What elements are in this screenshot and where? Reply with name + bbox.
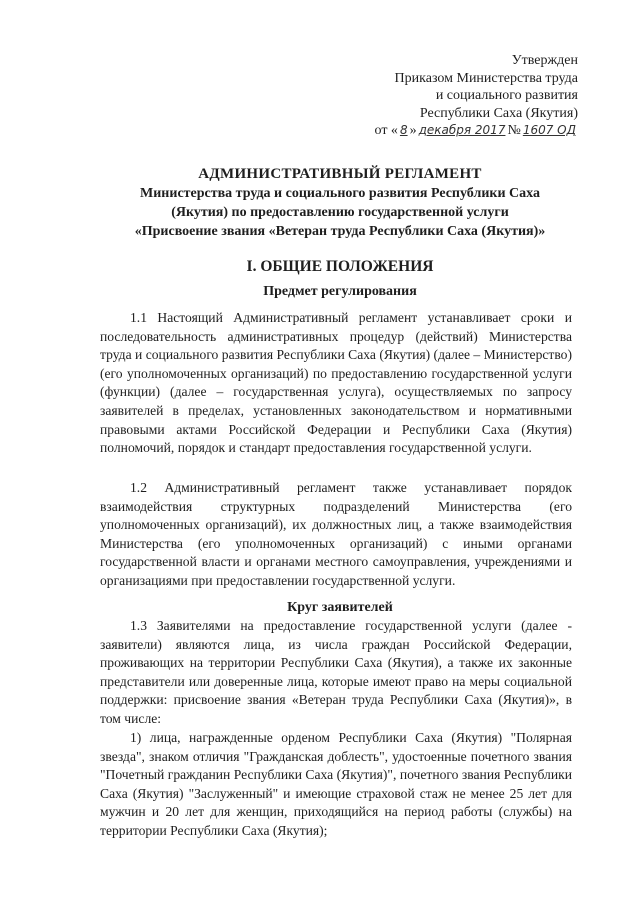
date-mid: » [409,123,417,138]
section-title: I. ОБЩИЕ ПОЛОЖЕНИЯ [246,258,434,275]
approval-line: и социального развития [435,88,578,103]
handwritten-number: 1607 ОД [522,123,576,137]
document-title: АДМИНИСТРАТИВНЫЙ РЕГЛАМЕНТ [198,166,482,182]
approval-line: Утвержден [511,53,578,68]
list-item-1: 1) лица, награжденные орденом Республики Саха (Якутия) "Полярная звезда", знаком отличия "Гражданская доблесть", удостоенные почетного звания "Почетный гражданин Республики Саха (Якутия)", почетного звания Республики Саха (Якутия) "Заслуженный" и имеющие страховой стаж не менее 25 лет для мужчин и 20 лет для женщин, приходящийся на период работы (службы) на территории Республики Саха (Якутия); [100,730,572,838]
subheading-applicants: Круг заявителей [287,600,393,615]
document-subtitle-line: Министерства труда и социального развития Республики Саха [140,186,540,201]
document-title-block [100,164,580,241]
approval-date-line [318,122,578,140]
paragraph-1-2: 1.2 Административный регламент также устанавливает порядок взаимодействия структурных подразделений Министерства (его уполномоченных организаций), их должностных лиц, а также взаимодействия Министерства (его уполномоченных организаций) с иными органами государственной власти и органами местного самоуправления, учреждениями и организациями при предоставлении государственной услуги. [100,480,572,588]
document-subtitle-line: (Якутия) по предоставлению государственной услуги [171,205,509,220]
approval-line: Приказом Министерства труда [394,70,578,86]
approval-line: Республики Саха (Якутия) [419,105,578,121]
paragraph-1-1: 1.1 Настоящий Административный регламент устанавливает сроки и последовательность административных процедур (действий) Министерства труда и социального развития Республики Саха (Якутия) (далее – Министерство) (его уполномоченных организаций) по предоставлению государственной услуги (функции) (далее – государственная услуга), осуществляемых по запросу заявителей в пределах, установленных законодательством и нормативными правовыми актами Российской Федерации и Республики Саха (Якутия) полномочий, порядок и стандарт предоставления государственной услуги. [100,310,572,456]
approval-stamp [318,52,578,140]
number-prefix: № [507,123,521,138]
handwritten-day: 8 [399,123,408,137]
date-prefix: от « [374,123,398,138]
handwritten-month-year: декабря 2017 [418,123,506,137]
paragraph-1-3: 1.3 Заявителями на предоставление государственной услуги (далее - заявители) являются лица, из числа граждан Российской Федерации, проживающих на территории Республики Саха (Якутия), а также их законные представители или доверенные лица, которые имеют право на меры социальной поддержки: присвоение звания «Ветеран труда Республики Саха (Якутия)», в том числе: [100,618,572,726]
subheading-subject: Предмет регулирования [263,284,417,299]
document-subtitle-line: «Присвоение звания «Ветеран труда Республики Саха (Якутия)» [134,224,546,239]
